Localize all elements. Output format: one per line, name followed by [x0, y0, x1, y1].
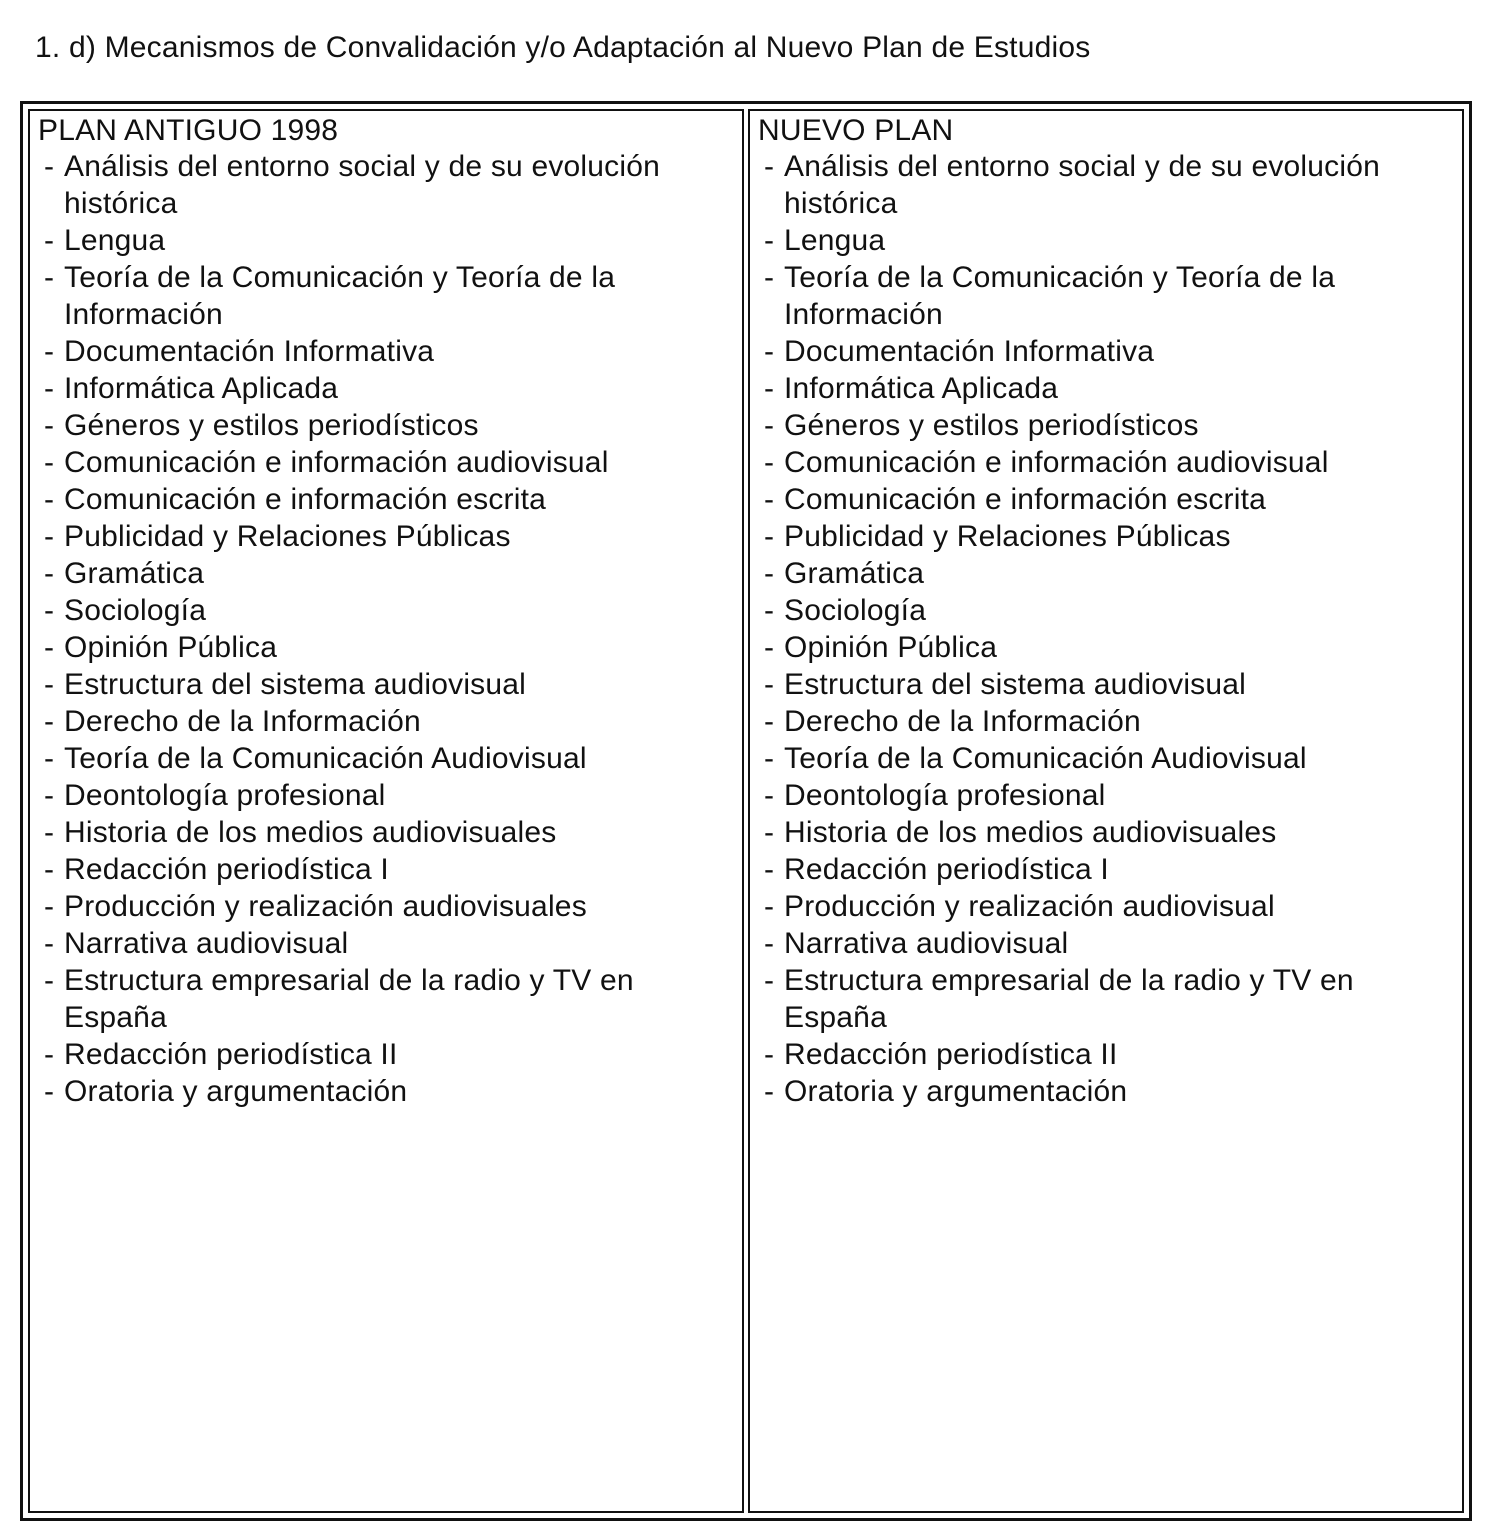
bullet-dash: - — [44, 483, 55, 516]
bullet-dash: - — [764, 742, 775, 775]
comparison-columns — [28, 109, 1464, 1513]
bullet-dash: - — [44, 742, 55, 775]
subject-name: Estructura empresarial de la radio y TV en España — [64, 964, 634, 1034]
subject-name: Redacción periodística I — [784, 853, 1109, 886]
subject-name: Teoría de la Comunicación Audiovisual — [784, 742, 1307, 775]
subject-item — [38, 1073, 732, 1110]
subject-name: Oratoria y argumentación — [64, 1075, 408, 1108]
bullet-dash: - — [764, 1038, 775, 1071]
subject-item — [758, 444, 1452, 481]
comparison-table — [20, 101, 1472, 1521]
bullet-dash: - — [764, 705, 775, 738]
subject-item — [38, 777, 732, 814]
subject-item — [758, 1036, 1452, 1073]
bullet-dash: - — [44, 446, 55, 479]
subject-name: Comunicación e información escrita — [784, 483, 1267, 516]
subject-item — [38, 629, 732, 666]
bullet-dash: - — [764, 964, 775, 997]
subject-name: Estructura del sistema audiovisual — [64, 668, 527, 701]
subject-name: Redacción periodística II — [784, 1038, 1118, 1071]
subject-item — [38, 962, 732, 1036]
subject-name: Producción y realización audiovisual — [784, 890, 1275, 923]
new-plan-column — [748, 109, 1464, 1513]
bullet-dash: - — [764, 779, 775, 812]
subject-item — [38, 592, 732, 629]
subject-name: Producción y realización audiovisuales — [64, 890, 587, 923]
subject-item — [38, 370, 732, 407]
subject-item — [758, 333, 1452, 370]
subject-item — [38, 814, 732, 851]
subject-item — [758, 407, 1452, 444]
old-plan-title: PLAN ANTIGUO 1998 — [38, 114, 339, 147]
subject-item — [758, 592, 1452, 629]
subject-item — [758, 518, 1452, 555]
subject-name: Historia de los medios audiovisuales — [784, 816, 1277, 849]
bullet-dash: - — [44, 520, 55, 553]
subject-item — [38, 444, 732, 481]
subject-item — [38, 481, 732, 518]
subject-item — [758, 259, 1452, 333]
subject-name: Historia de los medios audiovisuales — [64, 816, 557, 849]
subject-name: Gramática — [784, 557, 925, 590]
bullet-dash: - — [764, 224, 775, 257]
subject-item — [38, 407, 732, 444]
bullet-dash: - — [764, 520, 775, 553]
subject-name: Opinión Pública — [64, 631, 278, 664]
bullet-dash: - — [764, 261, 775, 294]
bullet-dash: - — [44, 372, 55, 405]
subject-item — [38, 925, 732, 962]
bullet-dash: - — [764, 668, 775, 701]
subject-name: Deontología profesional — [784, 779, 1106, 812]
subject-name: Informática Aplicada — [784, 372, 1059, 405]
bullet-dash: - — [44, 779, 55, 812]
subject-name: Informática Aplicada — [64, 372, 339, 405]
bullet-dash: - — [44, 816, 55, 849]
subject-item — [758, 851, 1452, 888]
subject-item — [38, 888, 732, 925]
subject-item — [758, 370, 1452, 407]
bullet-dash: - — [44, 1075, 55, 1108]
bullet-dash: - — [44, 927, 55, 960]
bullet-dash: - — [764, 372, 775, 405]
subject-item — [38, 259, 732, 333]
subject-item — [758, 1073, 1452, 1110]
bullet-dash: - — [764, 150, 775, 183]
subject-name: Análisis del entorno social y de su evolución histórica — [64, 150, 661, 220]
subject-name: Documentación Informativa — [784, 335, 1155, 368]
bullet-dash: - — [44, 964, 55, 997]
bullet-dash: - — [764, 631, 775, 664]
subject-name: Comunicación e información audiovisual — [784, 446, 1329, 479]
subject-name: Publicidad y Relaciones Públicas — [64, 520, 511, 553]
subject-name: Estructura empresarial de la radio y TV en España — [784, 964, 1354, 1034]
bullet-dash: - — [764, 446, 775, 479]
subject-item — [758, 777, 1452, 814]
subject-item — [758, 555, 1452, 592]
subject-name: Redacción periodística II — [64, 1038, 398, 1071]
subject-name: Comunicación e información escrita — [64, 483, 547, 516]
subject-item — [758, 148, 1452, 222]
document-heading: 1. d) Mecanismos de Convalidación y/o Adaptación al Nuevo Plan de Estudios — [35, 31, 1091, 64]
bullet-dash: - — [764, 335, 775, 368]
subject-name: Análisis del entorno social y de su evolución histórica — [784, 150, 1381, 220]
new-plan-title: NUEVO PLAN — [758, 114, 954, 147]
subject-name: Narrativa audiovisual — [64, 927, 349, 960]
subject-item — [38, 740, 732, 777]
subject-item — [38, 222, 732, 259]
subject-name: Teoría de la Comunicación y Teoría de la Información — [64, 261, 616, 331]
subject-item — [758, 703, 1452, 740]
subject-item — [38, 703, 732, 740]
subject-item — [758, 925, 1452, 962]
bullet-dash: - — [764, 594, 775, 627]
bullet-dash: - — [764, 816, 775, 849]
bullet-dash: - — [44, 705, 55, 738]
subject-name: Teoría de la Comunicación y Teoría de la Información — [784, 261, 1336, 331]
subject-item — [38, 666, 732, 703]
subject-item — [758, 222, 1452, 259]
subject-item — [38, 148, 732, 222]
bullet-dash: - — [764, 409, 775, 442]
bullet-dash: - — [44, 261, 55, 294]
bullet-dash: - — [44, 335, 55, 368]
subject-item — [758, 481, 1452, 518]
bullet-dash: - — [44, 668, 55, 701]
subject-name: Documentación Informativa — [64, 335, 435, 368]
bullet-dash: - — [764, 1075, 775, 1108]
subject-item — [38, 555, 732, 592]
subject-name: Deontología profesional — [64, 779, 386, 812]
subject-item — [38, 333, 732, 370]
bullet-dash: - — [764, 853, 775, 886]
subject-name: Gramática — [64, 557, 205, 590]
subject-name: Sociología — [784, 594, 927, 627]
subject-item — [758, 740, 1452, 777]
subject-item — [38, 851, 732, 888]
subject-item — [758, 888, 1452, 925]
subject-name: Derecho de la Información — [784, 705, 1141, 738]
subject-name: Géneros y estilos periodísticos — [784, 409, 1199, 442]
old-plan-column — [28, 109, 744, 1513]
subject-item — [758, 814, 1452, 851]
subject-item — [758, 629, 1452, 666]
bullet-dash: - — [44, 224, 55, 257]
subject-name: Comunicación e información audiovisual — [64, 446, 609, 479]
old-plan-subject-list — [38, 148, 732, 1110]
bullet-dash: - — [764, 557, 775, 590]
bullet-dash: - — [764, 890, 775, 923]
subject-name: Opinión Pública — [784, 631, 998, 664]
subject-name: Teoría de la Comunicación Audiovisual — [64, 742, 587, 775]
subject-name: Sociología — [64, 594, 207, 627]
bullet-dash: - — [44, 557, 55, 590]
subject-item — [758, 666, 1452, 703]
bullet-dash: - — [44, 594, 55, 627]
subject-item — [758, 962, 1452, 1036]
bullet-dash: - — [44, 409, 55, 442]
bullet-dash: - — [764, 483, 775, 516]
subject-item — [38, 518, 732, 555]
bullet-dash: - — [44, 631, 55, 664]
subject-name: Publicidad y Relaciones Públicas — [784, 520, 1231, 553]
new-plan-subject-list — [758, 148, 1452, 1110]
bullet-dash: - — [44, 890, 55, 923]
subject-name: Lengua — [784, 224, 886, 257]
subject-name: Lengua — [64, 224, 166, 257]
bullet-dash: - — [44, 1038, 55, 1071]
subject-name: Derecho de la Información — [64, 705, 421, 738]
bullet-dash: - — [44, 150, 55, 183]
bullet-dash: - — [44, 853, 55, 886]
subject-name: Oratoria y argumentación — [784, 1075, 1128, 1108]
subject-name: Redacción periodística I — [64, 853, 389, 886]
subject-name: Estructura del sistema audiovisual — [784, 668, 1247, 701]
subject-item — [38, 1036, 732, 1073]
subject-name: Narrativa audiovisual — [784, 927, 1069, 960]
subject-name: Géneros y estilos periodísticos — [64, 409, 479, 442]
bullet-dash: - — [764, 927, 775, 960]
